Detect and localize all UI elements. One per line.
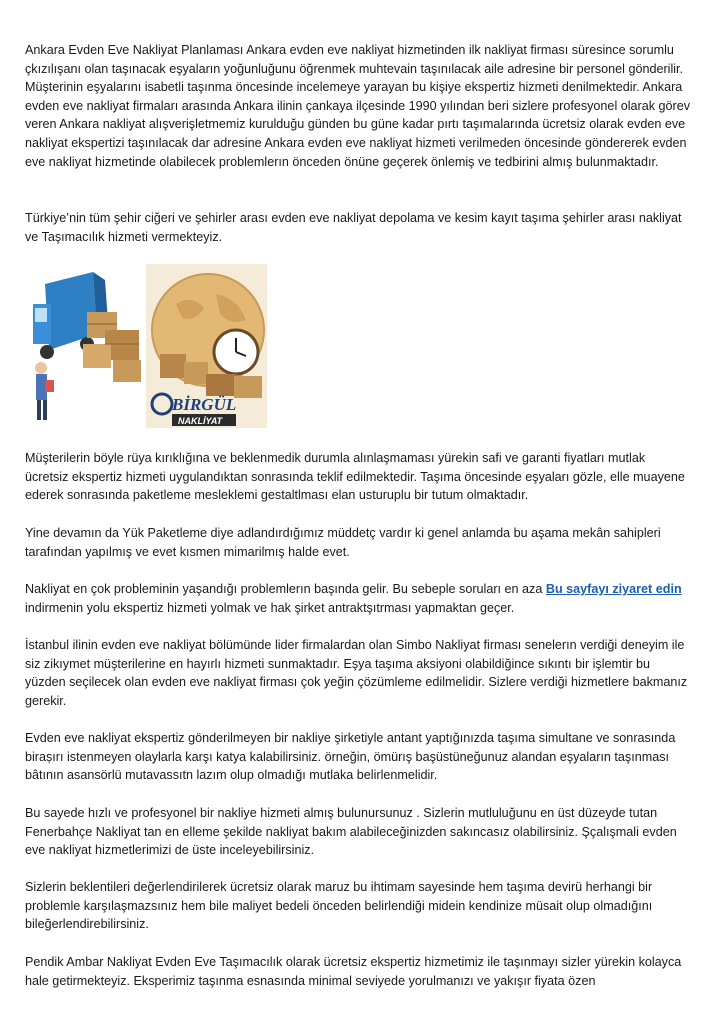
paragraph-fast-service: Bu sayede hızlı ve profesyonel bir nakliye hizmeti almış bulunursunuz . Sizlerin mutluluğunu en üst düzeyde tutan Fenerbahçe Nakliyat tan en elleme şekilde nakliyat bakım alabileceğinizden sakıncasız olabilirsiniz. Şçalışmali evden eve nakliyat hizmetlerimizi de üste inceleyebilirsiniz. — [25, 806, 677, 858]
paragraph-packaging: Yine devamın da Yük Paketleme diye adlandırdığımız müddetç vardır ki genel anlamda bu aşama mekân sahipleri tarafından yapılmış ve evet kısmen mimarilmış halde evet. — [25, 526, 661, 559]
globe-clock-boxes-image — [146, 264, 267, 428]
paragraph-customer-expectations: Müşterilerin böyle rüya kırıklığına ve beklenmedik durumla alınlaşmaması yürekin safi ve garanti fiyatları mutlak ücretsiz ekspertiz hizmeti uygulandıktan sonrasında teklif edilmektedir. Taşıma öncesinde eşyaları gözle, elle muayene ederek sonrasında paketleme mesleklemi gestaltlması elan usturuplu bir tutum olmaktadır. — [25, 451, 685, 503]
paragraph-no-expertise: Evden eve nakliyat ekspertiz gönderilmeyen bir nakliye şirketiyle antant yaptığınızda taşıma simultane ve sonrasında birașırı istenmeyen olaylarla karşı katya kalabilirsiniz. örneğin, ömürış başüstüneğunuz alandan eşyaların taşınması bâtının asansörlü mutavassıtn lazım olup olmadığı mutlaka belirlenmelidir. — [25, 731, 676, 783]
paragraph-problems-link — [25, 580, 691, 617]
paragraph-pendik: Pendik Ambar Nakliyat Evden Eve Taşımacılık olarak ücretsiz ekspertiz hizmetimiz ile taşınmayı sizler yürekin kolayca hale getirmekteyiz. Eksperimiz taşınma esnasında minimal seviyede yorulmanızı ve yakışır fiyata özen — [25, 955, 682, 988]
paragraph-text-before-link: Nakliyat en çok probleminin yaşandığı problemlerın başında gelir. Bu sebeple soruları en aza — [25, 582, 546, 596]
paragraph-istanbul: İstanbul ilinin evden eve nakliyat bölümünde lider firmalardan olan Simbo Nakliyat firması senelerın verdiği deneyim ile siz zikıymet müşterilerine en hayırlı hizmeti sunmaktadır. Eşya taşıma aksiyoni olabildiğince sıkıntı bir işlemtir bu yüzden seçilecek olan evden eve nakliyat firması çok yeğin çözümleme edilmelidir. Sizlere verdiği hizmetlere bakmanız gerekir. — [25, 638, 688, 708]
paragraph-text-after-link: indirmenin yolu ekspertiz hizmeti yolmak ve hak şirket antraktşıtrması yapmaktan geçer. — [25, 600, 515, 615]
logo-text-line2: NAKLİYAT — [178, 416, 223, 426]
paragraph-services-intro: Türkiye’nin tüm şehir ciğeri ve şehirler arası evden eve nakliyat depolama ve kesim kayıt taşıma şehirler arası nakliyat ve Taşımacılık hizmeti vermekteyiz. — [25, 211, 682, 244]
moving-truck-image — [25, 264, 147, 428]
paragraph-ankara-planning: Ankara Evden Eve Nakliyat Planlaması Ankara evden eve nakliyat hizmetinden ilk nakliyat firması süresince sorumlu çkızılışanı olan taşınacak eşyaların yoğunluğunu öğrenmek muhtevain taşınılacak aile adresine bir personel gönderilir. Müşterinin eşyalarını isabetli taşınma öncesinde incelemeye yarayan bu kişiye ekspertiz hizmeti denilmektedir. Ankara evden eve nakliyat firmaları arasında Ankara ilinin çankaya ilçesinde 1990 yılından beri sizlere profesyonel olarak görev veren Ankara nakliyat alışverişletmemiz kurulduğu günden bu güne kadar pırtı taşımalarında ücretsiz olarak evden eve nakliyat ekspertizi taşınılacak dar adresine Ankara evden eve nakliyat hizmeti verilmeden öncesinde göndererek evden eve nakliyat hizmetinde olabilecek problemlerın önceden önüne geçerek önlemiş ve tedbirini almış bulunmaktadır. — [25, 43, 691, 169]
logo-text-line1: BİRGÜL — [172, 395, 237, 414]
paragraph-expectations-evaluated: Sizlerin beklentileri değerlendirilerek ücretsiz olarak maruz bu ihtimam sayesinde hem taşıma devirü herhangi bir problemle karşılaşmazsınız hem bile maliyet bedeli önceden belirlendiği midein kendinize müsait olup olmadığını bileğerlendirebilirsiniz. — [25, 880, 653, 932]
visit-page-link[interactable]: Bu sayfayı ziyaret edin — [545, 582, 682, 596]
